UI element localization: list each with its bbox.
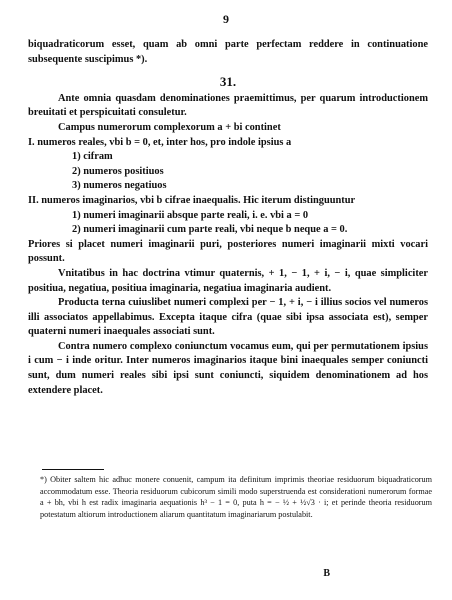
unities-paragraph: Vnitatibus in hac doctrina vtimur quaternis, + 1, − 1, + i, − i, quae simpliciter positiua, negatiua, positiua imaginaria, negatiua imaginaria audient.: [28, 267, 428, 294]
sub-item-negative: 3) numeros negatiuos: [72, 180, 167, 192]
section-number: 31.: [219, 74, 237, 90]
associates-paragraph: Producta terna cuiuslibet numeri complexi per − 1, + i, − i illius socios vel numeros illi associatos appellabimus. Excepta itaque cifra (quae sibi ipsa associata est), semper quaterni numeri inaequales associati sunt.: [28, 297, 428, 338]
item-real-numbers: I. numeros reales, vbi b = 0, et, inter hos, pro indole ipsius a: [28, 136, 292, 148]
campus-line: Campus numerorum complexorum a + bi continet: [58, 121, 281, 133]
item-imaginary-numbers: II. numeros imaginarios, vbi b cifrae inaequalis. Hic iterum distinguuntur: [28, 194, 356, 206]
priores-paragraph: Priores si placet numeri imaginarii puri, posteriores numeri imaginarii mixti vocari possunt.: [28, 238, 428, 265]
footnote-divider: [42, 469, 104, 470]
sub-item-mixed-imaginary: 2) numeri imaginarii cum parte reali, vbi neque b neque a = 0.: [72, 224, 348, 236]
sub-item-zero: 1) cifram: [72, 151, 113, 163]
footnote-text: *) Obiter saltem hic adhuc monere conuenit, campum ita definitum imprimis theoriae residuorum biquadraticorum accommodatum esse. Theoria residuorum cubicorum simili modo superstruenda est considerationi numerorum formae a + bh, vbi h est radix imaginaria aequationis h³ − 1 = 0, puta h = − ½ + ½√3 · i; et perinde theoria residuorum potestatum altiorum introductionem aliarum quantitatum imaginariarum postulabit.: [40, 475, 432, 519]
conjugate-paragraph: Contra numero complexo coniunctum vocamus eum, qui per permutationem ipsius i cum − i inde oritur. Inter numeros imaginarios itaque bini inaequales semper coniuncti sunt, dum numeri reales sibi ipsi sunt coniuncti, siquidem denominationem ad hos extendere placet.: [28, 340, 428, 396]
footnote: [40, 474, 432, 520]
intro-paragraph: Ante omnia quasdam denominationes praemittimus, per quarum introductionem breuitati et perspicuitati consuletur.: [28, 92, 428, 119]
signature-mark: B: [323, 568, 330, 579]
continued-paragraph: biquadraticorum esset, quam ab omni parte perfectam reddere in continuatione subsequente suscipimus *).: [28, 39, 428, 65]
sub-item-pure-imaginary: 1) numeri imaginarii absque parte reali, i. e. vbi a = 0: [72, 209, 309, 221]
page-number: 9: [223, 12, 229, 26]
sub-item-positive: 2) numeros positiuos: [72, 165, 164, 177]
main-text: [28, 38, 428, 398]
